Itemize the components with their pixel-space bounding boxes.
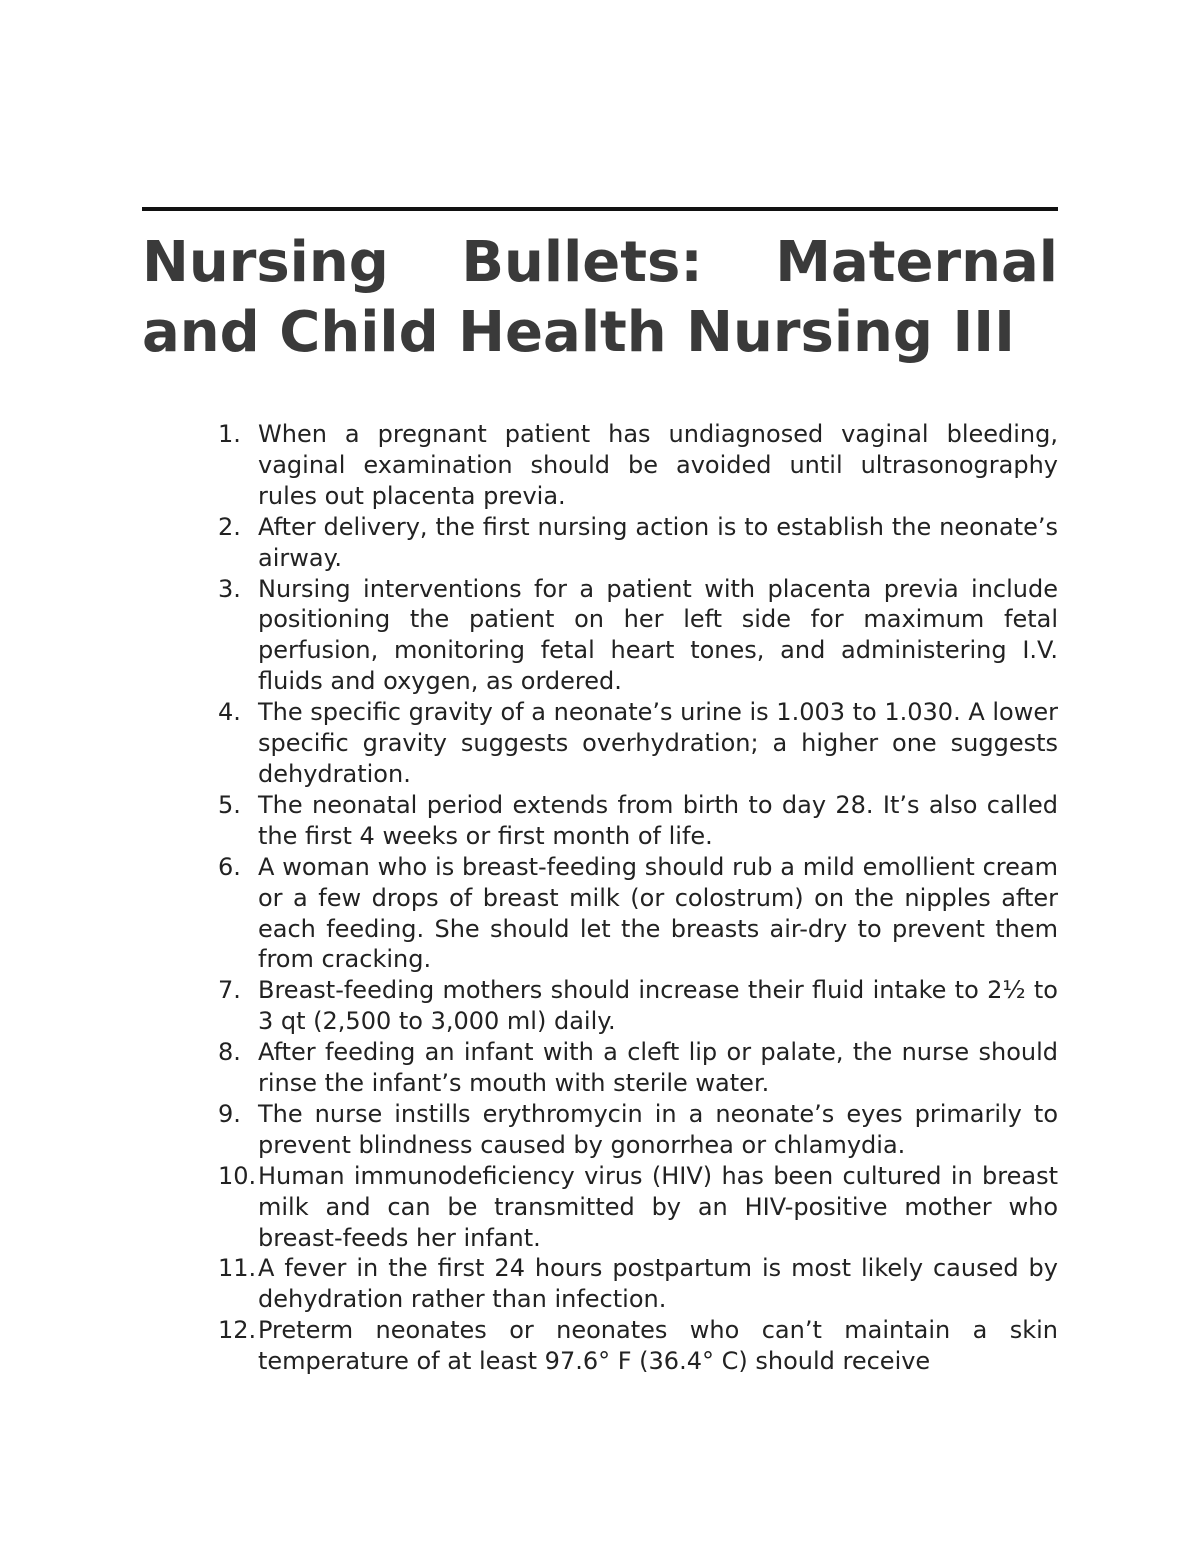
list-item <box>218 512 1058 574</box>
bullet-list <box>218 419 1058 1377</box>
list-item-number: 10. <box>218 1161 257 1190</box>
list-item <box>218 1253 1058 1315</box>
list-item <box>218 852 1058 976</box>
list-item-text: A fever in the first 24 hours postpartum is most likely caused by dehydration rather than infection. <box>258 1254 1058 1314</box>
list-item <box>218 790 1058 852</box>
list-item-text: After feeding an infant with a cleft lip or palate, the nurse should rinse the infant’s mouth with sterile water. <box>258 1038 1058 1098</box>
page-title: Nursing Bullets: Maternal and Child Health Nursing III <box>142 230 1058 365</box>
list-item-text: Preterm neonates or neonates who can’t maintain a skin temperature of at least 97.6° F (36.4° C) should receive <box>258 1316 1058 1376</box>
list-item-number: 1. <box>218 420 241 448</box>
list-item-number: 4. <box>218 698 241 727</box>
list-item-number: 5. <box>218 790 241 819</box>
list-item-text: The nurse instills erythromycin in a neonate’s eyes primarily to prevent blindness caused by gonorrhea or chlamydia. <box>258 1099 1058 1159</box>
list-item-text: The specific gravity of a neonate’s urine is 1.003 to 1.030. A lower specific gravity suggests overhydration; a higher one suggests dehydration. <box>258 698 1058 788</box>
list-item <box>218 1037 1058 1099</box>
horizontal-rule <box>142 207 1058 211</box>
list-item-number: 2. <box>218 512 241 541</box>
list-item-number: 8. <box>218 1038 241 1067</box>
list-item <box>218 1161 1058 1254</box>
list-item-text: A woman who is breast-feeding should rub a mild emollient cream or a few drops of breast milk (or colostrum) on the nipples after each feeding. She should let the breasts air-dry to prevent them from cracking. <box>258 852 1058 974</box>
list-item-number: 6. <box>218 852 241 881</box>
list-item-number: 7. <box>218 976 241 1005</box>
list-item <box>218 419 1058 512</box>
list-item-text: The neonatal period extends from birth to day 28. It’s also called the first 4 weeks or first month of life. <box>258 790 1058 850</box>
list-item-number: 12. <box>218 1316 257 1345</box>
list-item-number: 9. <box>218 1099 241 1128</box>
list-item-text: Nursing interventions for a patient with placenta previa include positioning the patient on her left side for maximum fetal perfusion, monitoring fetal heart tones, and administering I.V. fluids and oxygen, as ordered. <box>258 574 1058 696</box>
list-item-text: After delivery, the first nursing action is to establish the neonate’s airway. <box>258 512 1058 572</box>
list-item-text: When a pregnant patient has undiagnosed vaginal bleeding, vaginal examination should be avoided until ultrasonography rules out placenta previa. <box>258 420 1058 510</box>
list-item-text: Human immunodeficiency virus (HIV) has been cultured in breast milk and can be transmitted by an HIV-positive mother who breast-feeds her infant. <box>258 1161 1058 1252</box>
list-item-text: Breast-feeding mothers should increase their fluid intake to 2½ to 3 qt (2,500 to 3,000 ml) daily. <box>258 976 1058 1036</box>
list-item <box>218 975 1058 1037</box>
list-item <box>218 1099 1058 1161</box>
list-item <box>218 697 1058 790</box>
list-item-number: 3. <box>218 574 241 603</box>
list-item <box>218 1315 1058 1377</box>
list-item <box>218 574 1058 698</box>
list-item-number: 11. <box>218 1254 257 1283</box>
